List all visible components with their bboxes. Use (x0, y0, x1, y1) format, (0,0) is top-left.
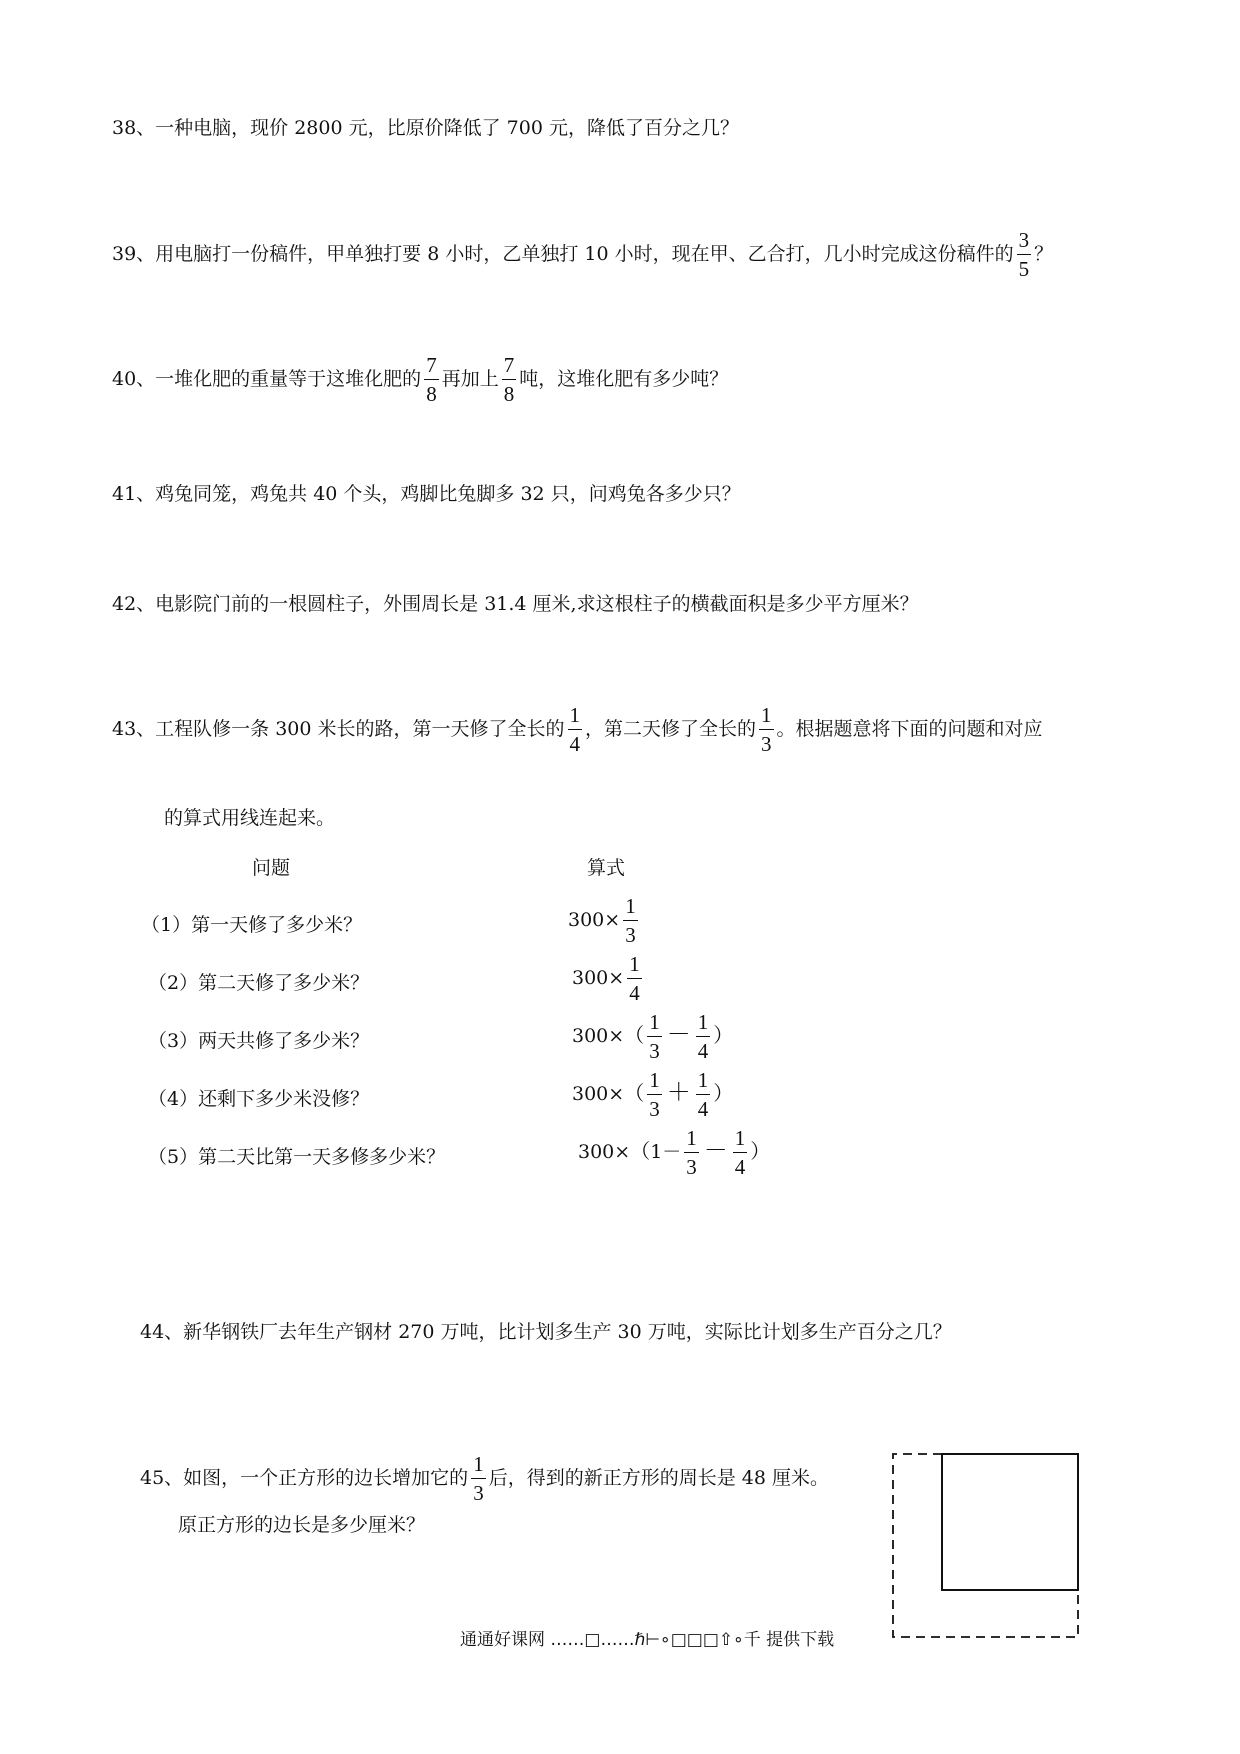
question-43 (112, 705, 1043, 755)
fraction (424, 355, 439, 405)
fraction-numerator: 7 (424, 355, 439, 380)
fraction (696, 1012, 711, 1062)
plus-sign: ＋ (666, 1078, 691, 1106)
fraction (733, 1128, 748, 1178)
fraction-denominator: 3 (625, 923, 636, 947)
footer-source-note: 通通好课网 ……□……ℏ⊢∘□□□⇧∘千 提供下载 (460, 1630, 835, 1650)
question-43-part1: 43、工程队修一条 300 米长的路，第一天修了全长的 (112, 718, 565, 740)
minus-sign: － (666, 1020, 691, 1048)
fraction (684, 1128, 699, 1178)
squares-figure (885, 1440, 1085, 1640)
question-40-part1: 40、一堆化肥的重量等于这堆化肥的 (112, 368, 422, 390)
fraction-numerator: 1 (759, 705, 774, 730)
fraction (1017, 230, 1032, 280)
formula-item (578, 1128, 770, 1178)
question-43-part2: ，第二天修了全长的 (585, 718, 757, 740)
question-45-line2 (178, 1510, 425, 1540)
problem-item: （5）第二天比第一天多修多少米？ (148, 1146, 446, 1168)
enlarged-square-dashed-outline (893, 1454, 1078, 1637)
formula-prefix: 300× (572, 1025, 625, 1047)
problem-item: （4）还剩下多少米没修？ (148, 1088, 370, 1110)
fraction-denominator: 3 (761, 732, 772, 756)
fraction-numerator: 1 (623, 896, 638, 921)
question-40 (112, 355, 728, 405)
fraction-denominator: 8 (503, 382, 515, 406)
formula-prefix: 300× (572, 1083, 625, 1105)
fraction-numerator: 1 (647, 1012, 662, 1037)
question-44 (140, 1317, 952, 1347)
formula-item (572, 1070, 733, 1120)
fraction-numerator: 3 (1017, 230, 1032, 255)
fraction-numerator: 1 (627, 954, 642, 979)
open-paren: （ (624, 1081, 645, 1105)
fraction-denominator: 3 (473, 1481, 484, 1505)
fraction-denominator: 4 (734, 1155, 746, 1179)
open-paren: （ (624, 1023, 645, 1047)
formula-prefix: 300× (572, 967, 625, 989)
original-square (942, 1454, 1078, 1590)
fraction (647, 1012, 662, 1062)
close-paren: ） (713, 1081, 734, 1105)
question-43-line2 (164, 803, 335, 833)
formula-item (572, 954, 645, 1004)
close-paren: ） (713, 1023, 734, 1047)
column-header-formulas: 算式 (587, 857, 626, 879)
question-42-text: 42、电影院门前的一根圆柱子，外围周长是 31.4 厘米,求这根柱子的横截面积是多少平方厘米？ (112, 593, 919, 615)
question-38 (112, 113, 739, 143)
fraction (627, 954, 642, 1004)
problem-item: （1）第一天修了多少米？ (141, 914, 363, 936)
formula-item (568, 896, 641, 946)
fraction-denominator: 8 (426, 382, 437, 406)
fraction-numerator: 1 (568, 705, 583, 730)
question-42 (112, 589, 919, 619)
fraction-numerator: 1 (647, 1070, 662, 1095)
fraction (647, 1070, 662, 1120)
question-43-part3: 。根据题意将下面的问题和对应 (776, 718, 1043, 740)
fraction-numerator: 1 (684, 1128, 699, 1153)
question-38-text: 38、一种电脑，现价 2800 元，比原价降低了 700 元，降低了百分之几？ (112, 117, 739, 139)
fraction-denominator: 4 (569, 732, 581, 756)
fraction (502, 355, 517, 405)
question-44-text: 44、新华钢铁厂去年生产钢材 270 万吨，比计划多生产 30 万吨，实际比计划多生产百分之几？ (140, 1321, 952, 1343)
formula-prefix: 300× (578, 1141, 631, 1163)
one-minus: 1－ (650, 1141, 682, 1163)
column-header-problems: 问题 (252, 857, 291, 879)
question-45-part1: 45、如图，一个正方形的边长增加它的 (140, 1467, 469, 1489)
open-paren: （ (630, 1139, 651, 1163)
fraction (568, 705, 583, 755)
fraction-denominator: 4 (629, 981, 640, 1005)
fraction-denominator: 4 (697, 1039, 709, 1063)
question-39-suffix: ？ (1034, 243, 1054, 265)
fraction-numerator: 7 (502, 355, 517, 380)
fraction-denominator: 5 (1018, 257, 1030, 281)
fraction-denominator: 4 (697, 1097, 709, 1121)
fraction (623, 896, 638, 946)
question-45 (140, 1454, 829, 1504)
problem-item: （2）第二天修了多少米？ (148, 972, 370, 994)
close-paren: ） (750, 1139, 771, 1163)
question-40-part2: 再加上 (441, 368, 499, 390)
fraction-denominator: 3 (649, 1039, 660, 1063)
fraction-denominator: 3 (686, 1155, 697, 1179)
question-40-part3: 吨，这堆化肥有多少吨？ (519, 368, 729, 390)
fraction (759, 705, 774, 755)
question-41-text: 41、鸡兔同笼，鸡兔共 40 个头，鸡脚比兔脚多 32 只，问鸡兔各多少只？ (112, 483, 741, 505)
question-39 (112, 230, 1053, 280)
fraction-numerator: 1 (696, 1012, 711, 1037)
fraction (696, 1070, 711, 1120)
fraction-numerator: 1 (471, 1454, 486, 1479)
fraction-denominator: 3 (649, 1097, 660, 1121)
question-45-line2-text: 原正方形的边长是多少厘米？ (178, 1514, 426, 1536)
fraction (471, 1454, 486, 1504)
problem-item: （3）两天共修了多少米？ (148, 1030, 370, 1052)
question-43-line2-text: 的算式用线连起来。 (164, 807, 336, 829)
question-45-part2: 后，得到的新正方形的周长是 48 厘米。 (488, 1467, 829, 1489)
question-39-text: 39、用电脑打一份稿件，甲单独打要 8 小时，乙单独打 10 小时，现在甲、乙合打，几小时完成这份稿件的 (112, 243, 1014, 265)
fraction-numerator: 1 (733, 1128, 748, 1153)
minus-sign: － (703, 1136, 728, 1164)
question-41 (112, 479, 741, 509)
fraction-numerator: 1 (696, 1070, 711, 1095)
formula-prefix: 300× (568, 909, 621, 931)
formula-item (572, 1012, 733, 1062)
